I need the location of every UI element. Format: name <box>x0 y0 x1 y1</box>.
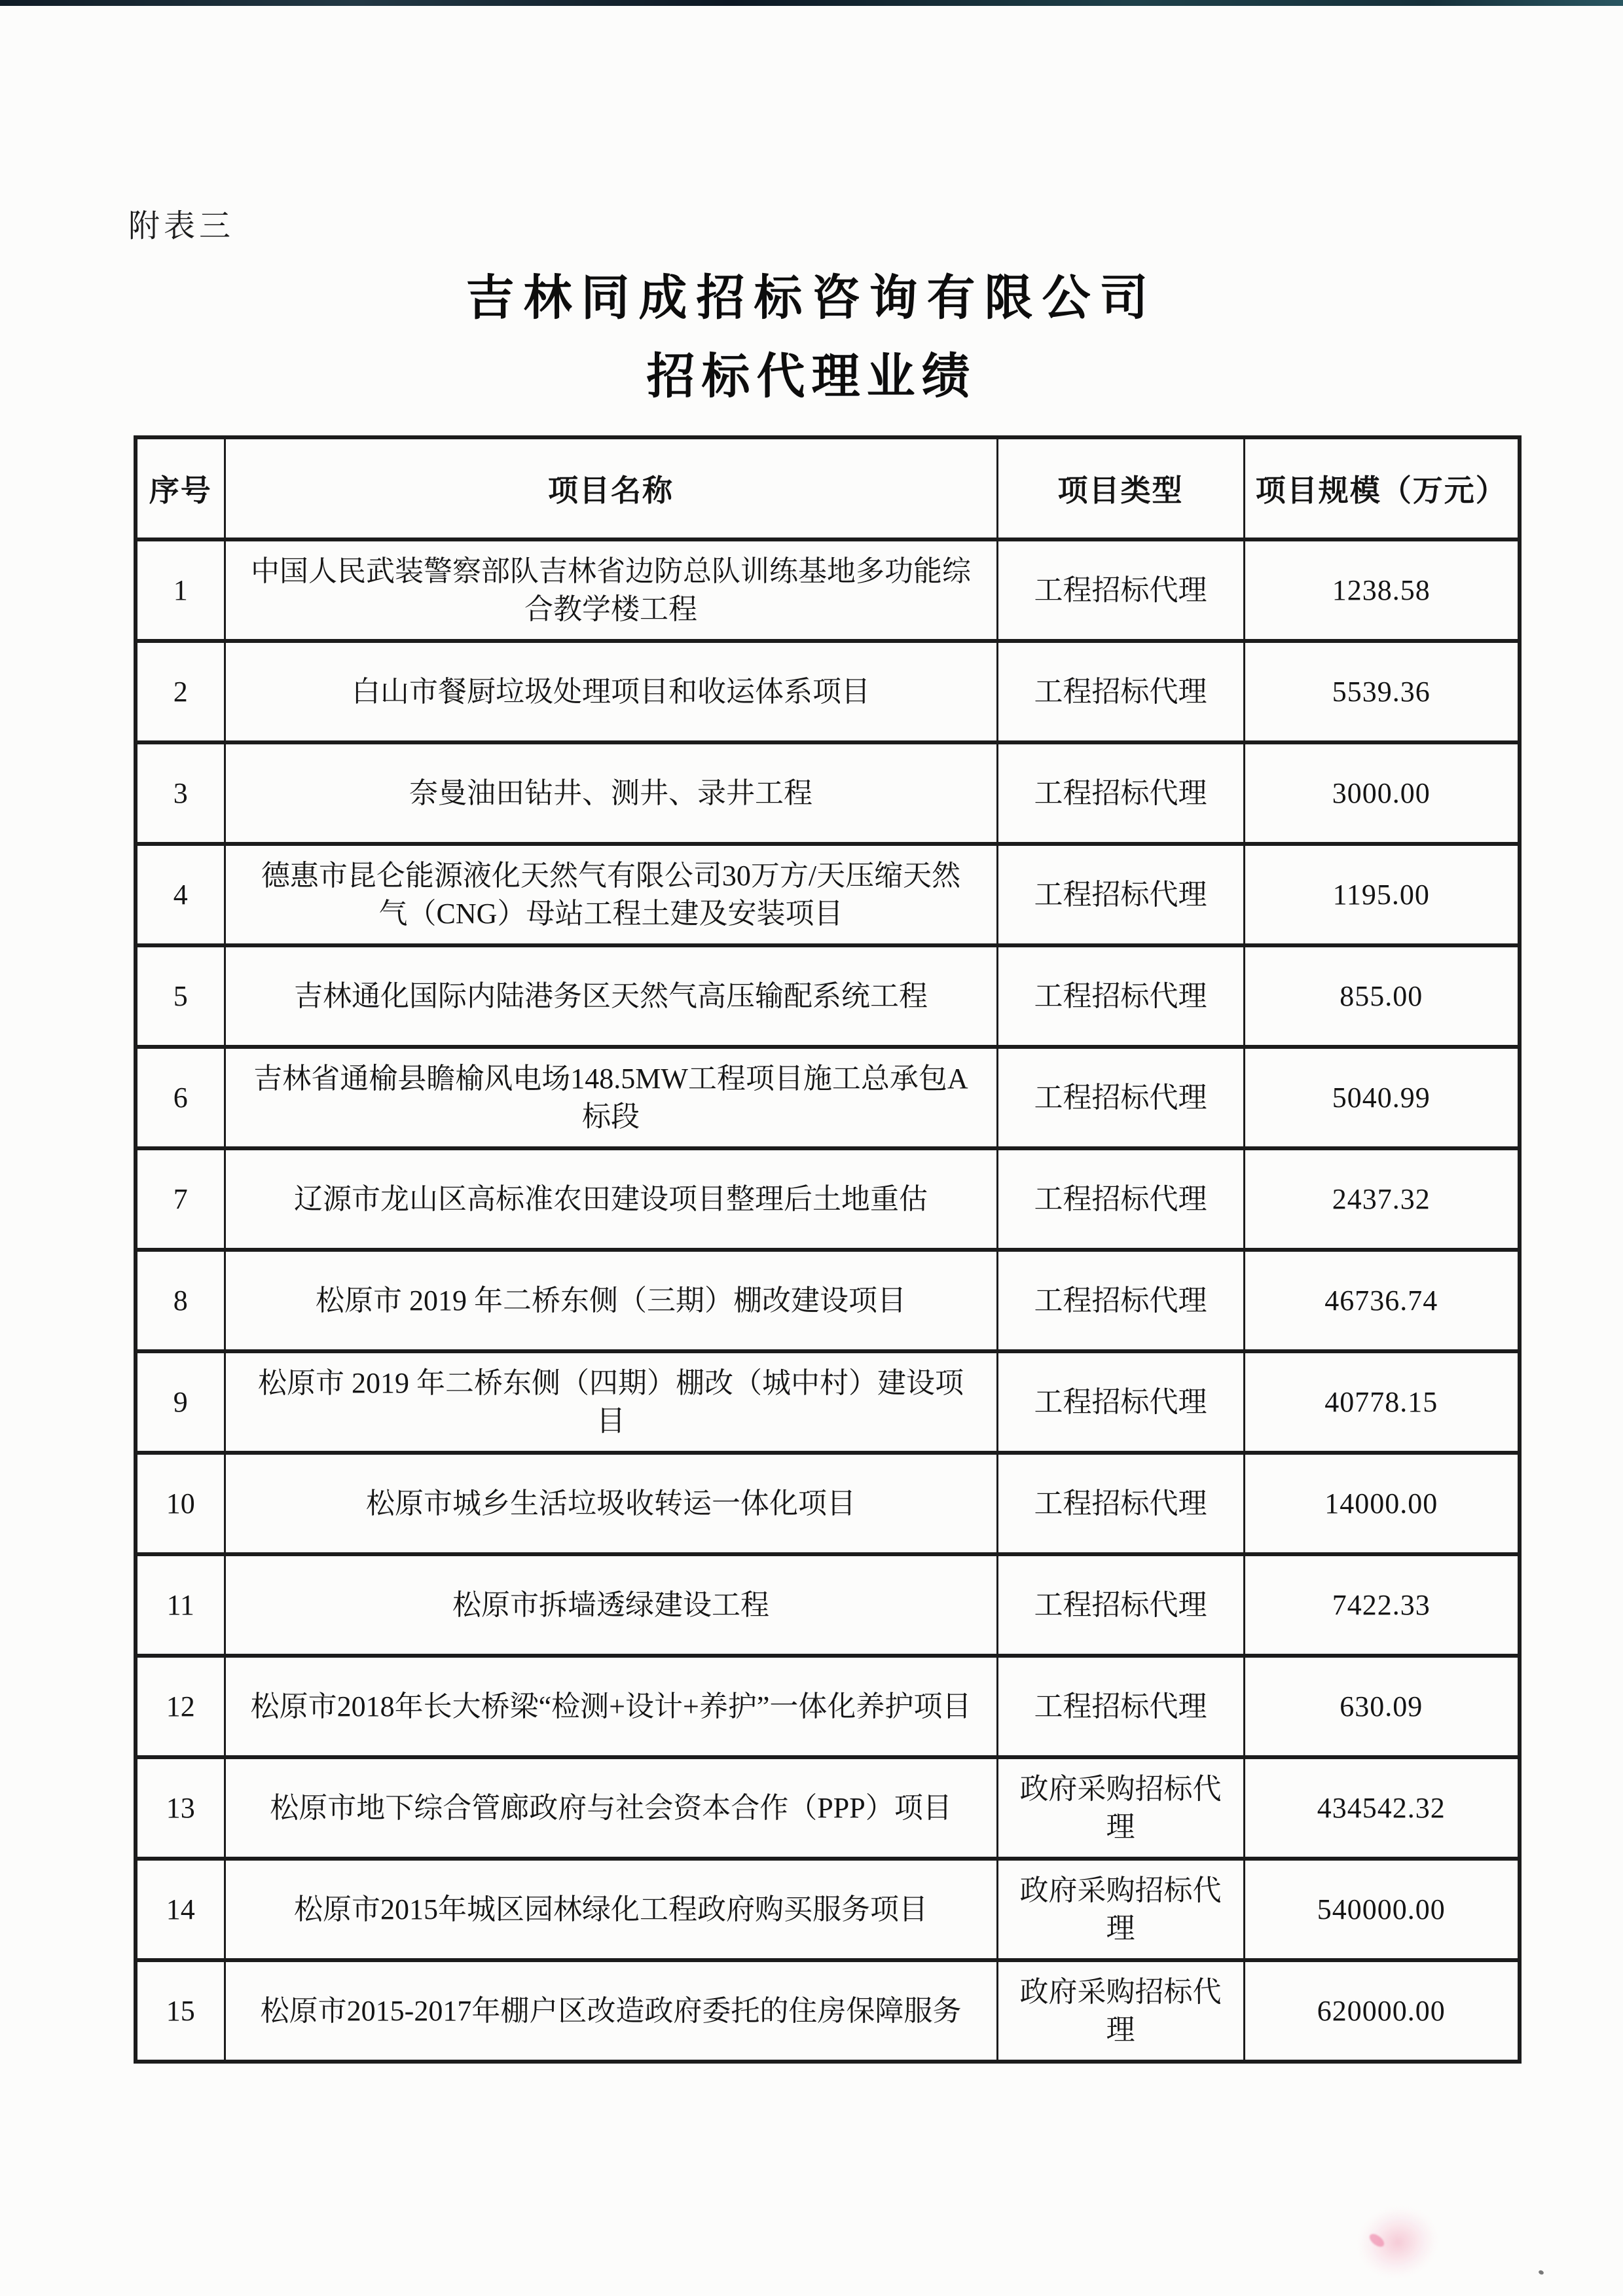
table-row <box>136 1656 1520 1757</box>
table-row <box>136 1757 1520 1859</box>
cell-seq-number: 8 <box>136 1250 225 1351</box>
cell-project-name: 白山市餐厨垃圾处理项目和收运体系项目 <box>225 641 997 742</box>
cell-project-type: 政府采购招标代理 <box>997 1960 1244 2062</box>
company-name-title: 吉林同成招标咨询有限公司 <box>465 270 1158 325</box>
header-seq-number: 序号 <box>136 437 225 539</box>
cell-project-scale: 1195.00 <box>1244 844 1520 945</box>
table-header <box>136 437 1520 539</box>
cell-project-scale: 855.00 <box>1244 945 1520 1047</box>
cell-project-type: 工程招标代理 <box>997 1656 1244 1757</box>
table-row <box>136 1453 1520 1554</box>
cell-seq-number: 10 <box>136 1453 225 1554</box>
cell-project-scale: 1238.58 <box>1244 539 1520 641</box>
cell-project-scale: 620000.00 <box>1244 1960 1520 2062</box>
cell-seq-number: 12 <box>136 1656 225 1757</box>
cell-project-scale: 5040.99 <box>1244 1047 1520 1148</box>
cell-seq-number: 5 <box>136 945 225 1047</box>
cell-seq-number: 7 <box>136 1148 225 1250</box>
cell-project-name: 辽源市龙山区高标准农田建设项目整理后土地重估 <box>225 1148 997 1250</box>
document-title <box>0 270 1623 403</box>
cell-project-name: 德惠市昆仑能源液化天然气有限公司30万方/天压缩天然气（CNG）母站工程土建及安装项目 <box>225 844 997 945</box>
cell-seq-number: 9 <box>136 1351 225 1453</box>
cell-project-scale: 3000.00 <box>1244 742 1520 844</box>
cell-project-scale: 2437.32 <box>1244 1148 1520 1250</box>
cell-project-name: 吉林通化国际内陆港务区天然气高压输配系统工程 <box>225 945 997 1047</box>
header-project-name: 项目名称 <box>225 437 997 539</box>
cell-project-name: 松原市 2019 年二桥东侧（四期）棚改（城中村）建设项目 <box>225 1351 997 1453</box>
table-row <box>136 1250 1520 1351</box>
cell-project-name: 松原市2015-2017年棚户区改造政府委托的住房保障服务 <box>225 1960 997 2062</box>
cell-project-type: 工程招标代理 <box>997 742 1244 844</box>
cell-project-scale: 5539.36 <box>1244 641 1520 742</box>
performance-table <box>134 435 1522 2064</box>
cell-project-name: 松原市拆墙透绿建设工程 <box>225 1554 997 1656</box>
cell-project-type: 工程招标代理 <box>997 1047 1244 1148</box>
cell-seq-number: 2 <box>136 641 225 742</box>
performance-table-container <box>134 435 1518 2064</box>
table-header-row <box>136 437 1520 539</box>
cell-project-type: 政府采购招标代理 <box>997 1757 1244 1859</box>
cell-project-name: 吉林省通榆县瞻榆风电场148.5MW工程项目施工总承包A标段 <box>225 1047 997 1148</box>
cell-project-type: 工程招标代理 <box>997 1351 1244 1453</box>
table-body <box>136 539 1520 2062</box>
cell-project-scale: 7422.33 <box>1244 1554 1520 1656</box>
cell-seq-number: 4 <box>136 844 225 945</box>
cell-project-type: 工程招标代理 <box>997 1250 1244 1351</box>
cell-project-type: 政府采购招标代理 <box>997 1859 1244 1960</box>
cell-project-scale: 14000.00 <box>1244 1453 1520 1554</box>
cell-project-scale: 630.09 <box>1244 1656 1520 1757</box>
scan-artifact-top-strip <box>0 0 1623 6</box>
table-row <box>136 1859 1520 1960</box>
stamp-smudge <box>1336 2185 1461 2296</box>
cell-seq-number: 14 <box>136 1859 225 1960</box>
table-row <box>136 945 1520 1047</box>
table-row <box>136 1148 1520 1250</box>
table-row <box>136 1351 1520 1453</box>
cell-project-type: 工程招标代理 <box>997 1148 1244 1250</box>
table-row <box>136 539 1520 641</box>
cell-project-name: 松原市2015年城区园林绿化工程政府购买服务项目 <box>225 1859 997 1960</box>
cell-project-name: 松原市城乡生活垃圾收转运一体化项目 <box>225 1453 997 1554</box>
cell-project-scale: 540000.00 <box>1244 1859 1520 1960</box>
cell-project-type: 工程招标代理 <box>997 539 1244 641</box>
cell-project-scale: 46736.74 <box>1244 1250 1520 1351</box>
table-row <box>136 742 1520 844</box>
cell-seq-number: 15 <box>136 1960 225 2062</box>
cell-project-scale: 434542.32 <box>1244 1757 1520 1859</box>
cell-seq-number: 13 <box>136 1757 225 1859</box>
cell-project-type: 工程招标代理 <box>997 844 1244 945</box>
table-row <box>136 1960 1520 2062</box>
cell-project-name: 松原市2018年长大桥梁“检测+设计+养护”一体化养护项目 <box>225 1656 997 1757</box>
cell-project-type: 工程招标代理 <box>997 1554 1244 1656</box>
cell-project-scale: 40778.15 <box>1244 1351 1520 1453</box>
table-row <box>136 641 1520 742</box>
cell-seq-number: 1 <box>136 539 225 641</box>
cell-project-name: 松原市地下综合管廊政府与社会资本合作（PPP）项目 <box>225 1757 997 1859</box>
cell-project-name: 中国人民武装警察部队吉林省边防总队训练基地多功能综合教学楼工程 <box>225 539 997 641</box>
header-project-type: 项目类型 <box>997 437 1244 539</box>
header-project-scale: 项目规模（万元） <box>1244 437 1520 539</box>
table-row <box>136 1554 1520 1656</box>
cell-project-name: 松原市 2019 年二桥东侧（三期）棚改建设项目 <box>225 1250 997 1351</box>
document-subtitle: 招标代理业绩 <box>646 349 977 403</box>
cell-project-name: 奈曼油田钻井、测井、录井工程 <box>225 742 997 844</box>
appendix-label: 附表三 <box>128 209 235 244</box>
cell-seq-number: 6 <box>136 1047 225 1148</box>
cell-project-type: 工程招标代理 <box>997 945 1244 1047</box>
table-row <box>136 1047 1520 1148</box>
cell-seq-number: 3 <box>136 742 225 844</box>
cell-seq-number: 11 <box>136 1554 225 1656</box>
table-row <box>136 844 1520 945</box>
cell-project-type: 工程招标代理 <box>997 641 1244 742</box>
scan-speck <box>1538 2270 1544 2276</box>
cell-project-type: 工程招标代理 <box>997 1453 1244 1554</box>
